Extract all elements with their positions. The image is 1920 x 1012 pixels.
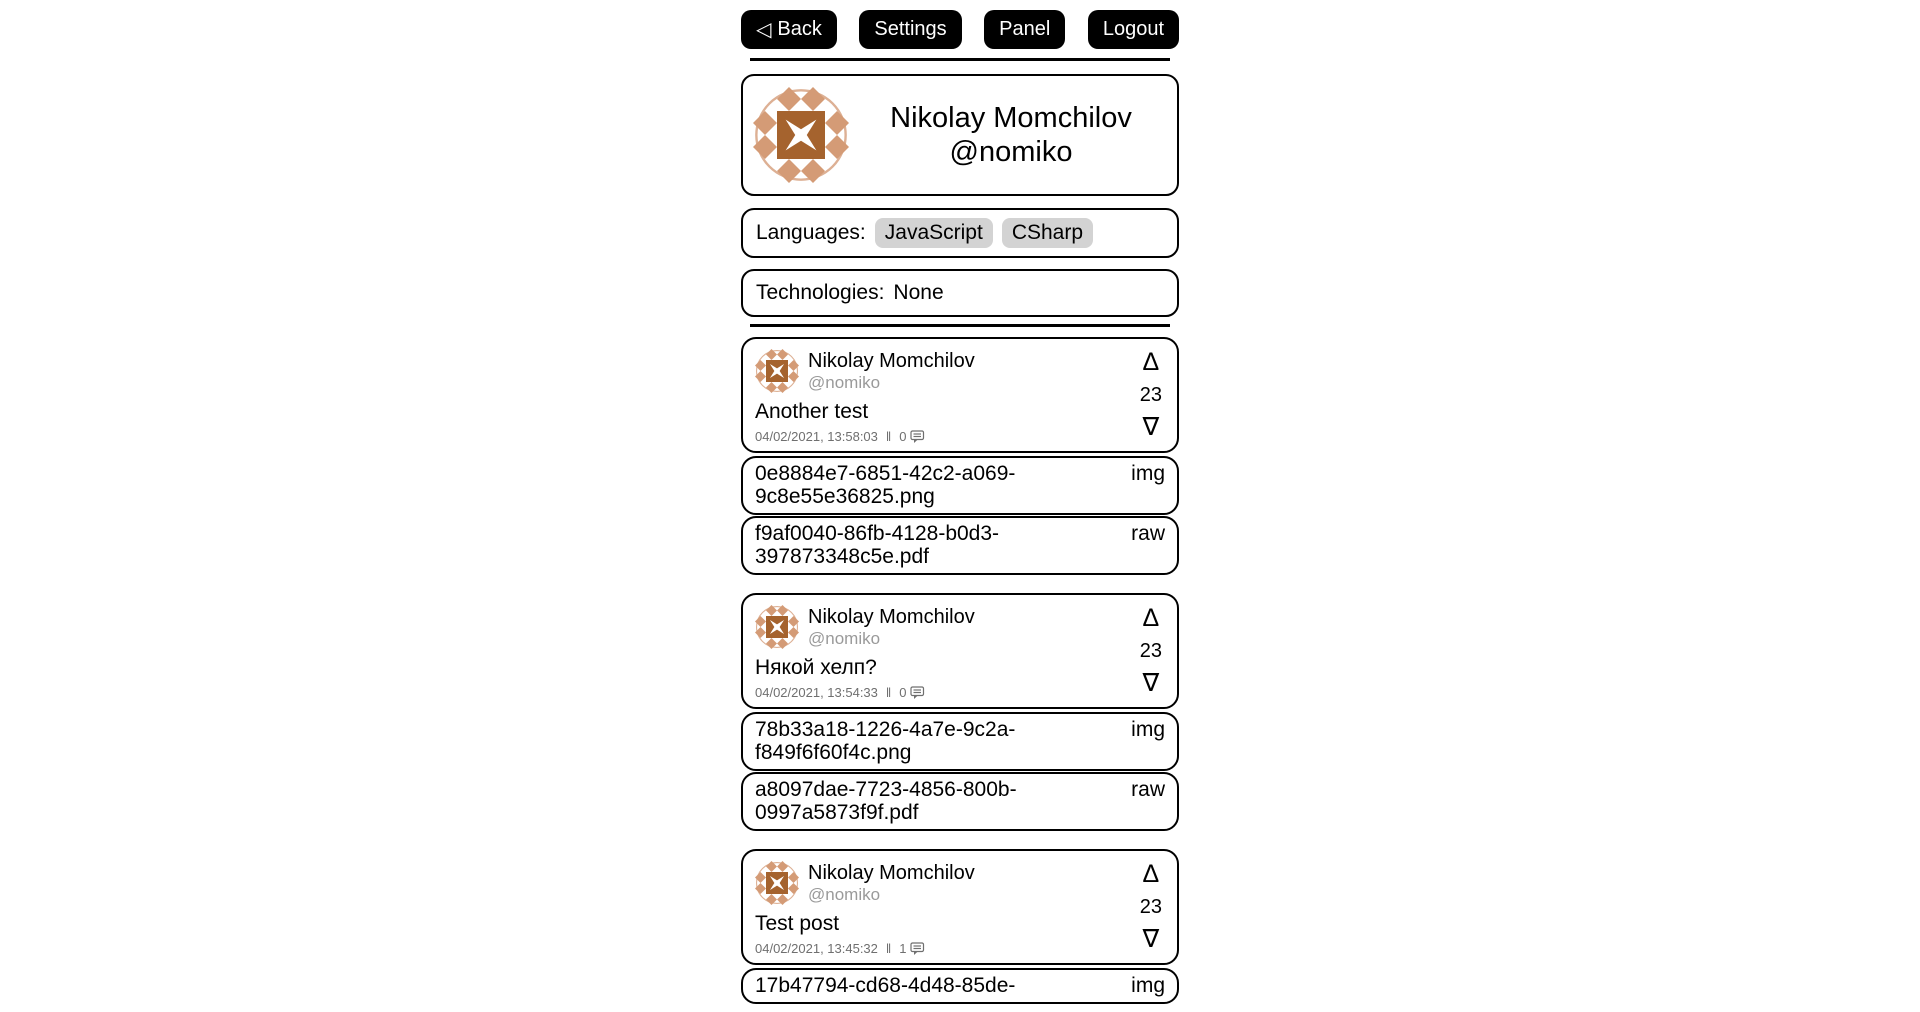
post-title: Test post: [755, 912, 840, 935]
technologies-value: None: [893, 281, 944, 304]
meta-separator: ‖: [885, 685, 892, 700]
upvote-button[interactable]: Δ: [1142, 348, 1160, 376]
upvote-button[interactable]: Δ: [1142, 604, 1160, 632]
vote-count: 23: [1139, 895, 1162, 918]
downvote-button[interactable]: ∇: [1142, 413, 1160, 441]
attachment-row[interactable]: [741, 516, 1179, 575]
post: [741, 849, 1179, 1004]
post-author-avatar: [755, 349, 799, 393]
post-card[interactable]: [741, 849, 1179, 965]
technologies-label: Technologies:: [756, 281, 885, 304]
post-author-row: [755, 605, 1113, 649]
profile-name: Nikolay Momchilov: [890, 102, 1132, 134]
profile-card: [741, 74, 1179, 196]
post-author-name: Nikolay Momchilov: [808, 605, 975, 628]
post-card[interactable]: [741, 593, 1179, 709]
attachment-row[interactable]: [741, 772, 1179, 831]
post-timestamp: 04/02/2021, 13:54:33: [755, 685, 878, 700]
post-comments: [899, 429, 924, 444]
comment-count: 0: [899, 685, 907, 700]
back-button[interactable]: [741, 10, 837, 49]
attachment-row[interactable]: [741, 456, 1179, 515]
post-author-name: Nikolay Momchilov: [808, 349, 975, 372]
languages-label: Languages:: [756, 221, 866, 244]
divider: [750, 324, 1170, 327]
comment-count: 1: [899, 941, 907, 956]
downvote-button[interactable]: ∇: [1142, 925, 1160, 953]
upvote-button[interactable]: Δ: [1142, 860, 1160, 888]
comment-count: 0: [899, 429, 907, 444]
divider: [750, 58, 1170, 61]
vote-count: 23: [1139, 639, 1162, 662]
post-title: Another test: [755, 400, 869, 423]
logout-button[interactable]: [1088, 10, 1179, 49]
attachment-type: img: [1131, 974, 1165, 997]
post-author-name: Nikolay Momchilov: [808, 861, 975, 884]
posts-feed: [741, 337, 1179, 1004]
settings-button[interactable]: [859, 10, 961, 49]
post-author-handle: @nomiko: [808, 884, 881, 904]
attachment-type: raw: [1131, 522, 1165, 545]
meta-separator: ‖: [885, 429, 892, 444]
downvote-button[interactable]: ∇: [1142, 669, 1160, 697]
back-arrow-icon: ◁: [756, 19, 772, 41]
post-card[interactable]: [741, 337, 1179, 453]
comment-bubble-icon: [910, 686, 925, 700]
post-author-avatar: [755, 605, 799, 649]
post-author-names: [808, 862, 975, 905]
profile-names: [855, 101, 1167, 169]
post-author-names: [808, 606, 975, 649]
post-comments: [899, 941, 924, 956]
attachment-filename: 78b33a18-1226-4a7e-9c2a-f849f6f60f4c.png: [755, 718, 1016, 764]
panel-button[interactable]: [984, 10, 1065, 49]
comment-bubble-icon: [910, 942, 925, 956]
post-author-handle: @nomiko: [808, 628, 881, 648]
attachment-filename: 17b47794-cd68-4d48-85de-: [755, 974, 1016, 997]
post: [741, 337, 1179, 575]
language-badge: JavaScript: [875, 218, 993, 248]
post-author-row: [755, 861, 1113, 905]
profile-page: [741, 0, 1179, 1004]
post-comments: [899, 685, 924, 700]
vote-column: [1140, 350, 1162, 440]
post-title: Някой хелп?: [755, 656, 877, 679]
post-meta: [755, 941, 1113, 956]
post-meta: [755, 685, 1113, 700]
languages-card: [741, 208, 1179, 258]
attachment-row[interactable]: [741, 712, 1179, 771]
logout-button-label: Logout: [1102, 18, 1164, 40]
profile-avatar: [753, 87, 849, 183]
top-nav: [741, 10, 1179, 49]
profile-handle: @nomiko: [949, 136, 1073, 168]
attachment-filename: 0e8884e7-6851-42c2-a069-9c8e55e36825.png: [755, 462, 1016, 508]
post-author-row: [755, 349, 1113, 393]
vote-column: [1140, 862, 1162, 952]
attachment-row[interactable]: [741, 968, 1179, 1004]
post-author-avatar: [755, 861, 799, 905]
attachment-type: raw: [1131, 778, 1165, 801]
back-button-label: Back: [777, 18, 822, 40]
comment-bubble-icon: [910, 430, 925, 444]
technologies-card: [741, 269, 1179, 317]
attachment-filename: f9af0040-86fb-4128-b0d3-397873348c5e.pdf: [755, 522, 1000, 568]
panel-button-label: Panel: [999, 18, 1051, 40]
attachment-type: img: [1131, 718, 1165, 741]
settings-button-label: Settings: [874, 18, 947, 40]
post-meta: [755, 429, 1113, 444]
attachment-type: img: [1131, 462, 1165, 485]
vote-count: 23: [1139, 383, 1162, 406]
attachment-filename: a8097dae-7723-4856-800b-0997a5873f9f.pdf: [755, 778, 1017, 824]
vote-column: [1140, 606, 1162, 696]
language-badge: CSharp: [1002, 218, 1093, 248]
post: [741, 593, 1179, 831]
post-author-handle: @nomiko: [808, 372, 881, 392]
post-timestamp: 04/02/2021, 13:45:32: [755, 941, 878, 956]
post-author-names: [808, 350, 975, 393]
post-timestamp: 04/02/2021, 13:58:03: [755, 429, 878, 444]
meta-separator: ‖: [885, 941, 892, 956]
